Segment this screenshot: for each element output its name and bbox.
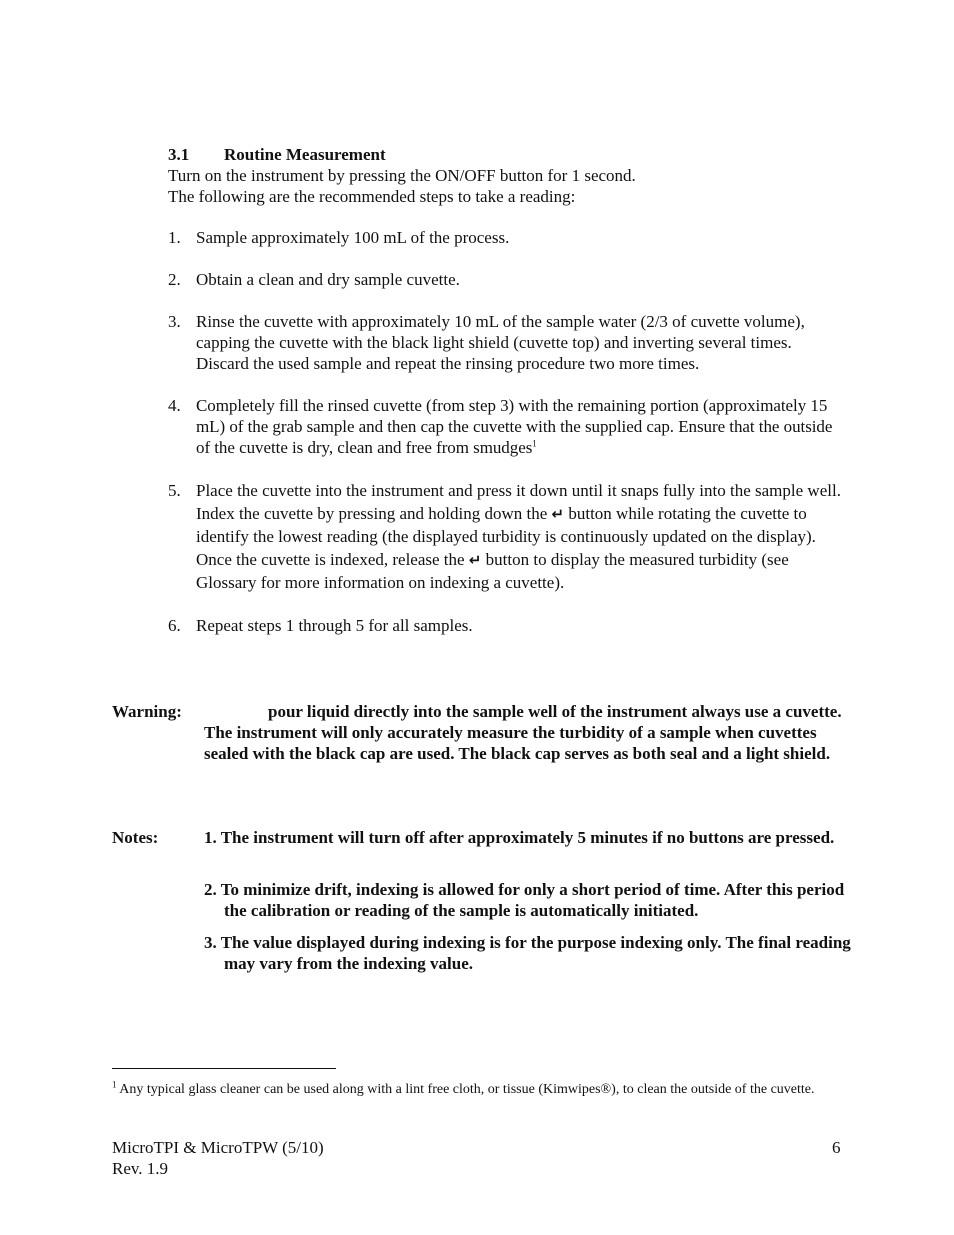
footnote-text: Any typical glass cleaner can be used along with a lint free cloth, or tissue (Kimwipes®), to clean the outside of the cuvette.: [119, 1082, 815, 1097]
step-text: Completely fill the rinsed cuvette (from step 3) with the remaining portion (approximately 15 mL) of the grab sample and then cap the cuvette with the supplied cap. Ensure that the outside of the cuvette is dry, clean and free from smudges: [196, 396, 833, 457]
list-item: [168, 311, 848, 374]
notes-label: Notes:: [112, 828, 159, 847]
footnote-marker: 1: [532, 438, 537, 449]
footnote-divider: [112, 1068, 336, 1069]
steps-list: [168, 227, 848, 636]
step-text: Obtain a clean and dry sample cuvette.: [196, 270, 460, 289]
intro-line: The following are the recommended steps to take a reading:: [168, 187, 576, 206]
section-number: 3.1: [168, 145, 190, 164]
footnote: [112, 1079, 844, 1101]
list-item: [168, 227, 848, 248]
section-title: Routine Measurement: [224, 145, 386, 164]
page-number: 6: [832, 1138, 841, 1157]
section-heading: [168, 144, 386, 165]
step-number: 4.: [168, 396, 181, 415]
step-number: 6.: [168, 616, 181, 635]
footer-doc-title: MicroTPI & MicroTPW (5/10): [112, 1138, 324, 1157]
footer: [112, 1137, 324, 1179]
warning-label: Warning:: [112, 702, 182, 721]
list-item: [168, 615, 848, 636]
step-text: Rinse the cuvette with approximately 10 mL of the sample water (2/3 of cuvette volume), capping the cuvette with the black light shield (cuvette top) and inverting several times. Discard the used sample and repeat the rinsing procedure two more times.: [196, 312, 805, 373]
footer-revision: Rev. 1.9: [112, 1159, 169, 1178]
step-text: Repeat steps 1 through 5 for all samples.: [196, 616, 473, 635]
list-item: [168, 395, 848, 458]
step-number: 1.: [168, 228, 181, 247]
intro-line: Turn on the instrument by pressing the ON/OFF button for 1 second.: [168, 166, 636, 185]
step-number: 2.: [168, 270, 181, 289]
step-text: Place the cuvette into the instrument and press it down until it snaps fully into the sample well. Index the cuvette by pressing and holding down the: [196, 481, 841, 523]
step-number: 5.: [168, 481, 181, 500]
note-item: 3. The value displayed during indexing is for the purpose indexing only. The final reading may vary from the indexing value.: [204, 933, 851, 973]
step-text: button while rotating the cuvette to identify the lowest reading (the displayed turbidity is continuously updated on the display). Once the cuvette is indexed, release the: [196, 504, 816, 569]
warning-text: pour liquid directly into the sample well of the instrument always use a cuvette. The instrument will only accurately measure the turbidity of a sample when cuvettes sealed with the black cap are used. The black cap serves as both seal and a light shield.: [204, 702, 842, 763]
note-item: 1. The instrument will turn off after approximately 5 minutes if no buttons are pressed.: [204, 828, 835, 847]
list-item: [168, 269, 848, 290]
step-text: button to display the measured turbidity (see Glossary for more information on indexing a cuvette).: [196, 550, 789, 592]
enter-key-icon: ↵: [468, 551, 482, 569]
step-number: 3.: [168, 312, 181, 331]
note-item: 2. To minimize drift, indexing is allowed for only a short period of time. After this period the calibration or reading of the sample is automatically initiated.: [204, 880, 845, 920]
list-item: [168, 479, 848, 594]
footnote-marker: 1: [112, 1079, 117, 1090]
step-text: Sample approximately 100 mL of the process.: [196, 228, 510, 247]
enter-key-icon: ↵: [551, 505, 565, 523]
